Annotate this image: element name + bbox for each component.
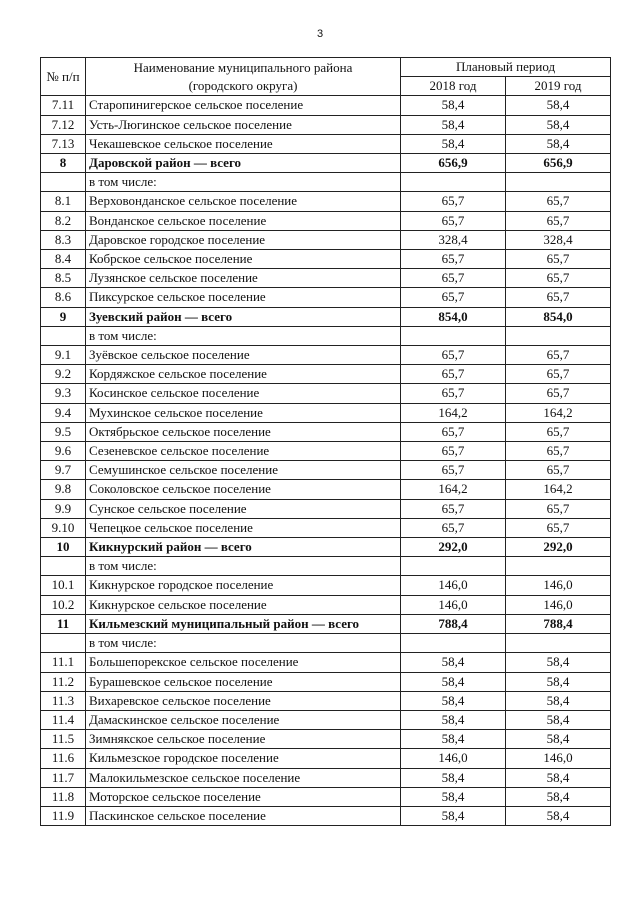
cell-name: Зуёвское сельское поселение: [86, 346, 401, 365]
cell-2019: 65,7: [506, 211, 611, 230]
cell-2018: [401, 634, 506, 653]
cell-2018: [401, 557, 506, 576]
table-row: [41, 806, 611, 825]
cell-name: Малокильмезское сельское поселение: [86, 768, 401, 787]
cell-name: Моторское сельское поселение: [86, 787, 401, 806]
cell-num: 9.3: [41, 384, 86, 403]
cell-2018: 65,7: [401, 269, 506, 288]
cell-num: 11.3: [41, 691, 86, 710]
cell-2018: [401, 173, 506, 192]
cell-2018: 65,7: [401, 192, 506, 211]
cell-2019: 65,7: [506, 250, 611, 269]
cell-2018: 146,0: [401, 749, 506, 768]
cell-2018: 58,4: [401, 653, 506, 672]
cell-name: Зимнякское сельское поселение: [86, 730, 401, 749]
cell-2018: 58,4: [401, 134, 506, 153]
cell-name: Кикнурское городское поселение: [86, 576, 401, 595]
cell-num: 11.6: [41, 749, 86, 768]
table-body: [41, 96, 611, 826]
cell-num: [41, 557, 86, 576]
cell-2019: 788,4: [506, 614, 611, 633]
table-row: [41, 230, 611, 249]
cell-2018: 65,7: [401, 518, 506, 537]
header-year-2019: 2019 год: [506, 77, 611, 96]
table-row: [41, 691, 611, 710]
table-row: [41, 710, 611, 729]
cell-name: Вонданское сельское поселение: [86, 211, 401, 230]
cell-num: 9.4: [41, 403, 86, 422]
cell-2018: 58,4: [401, 787, 506, 806]
table-row: [41, 384, 611, 403]
cell-num: 8.5: [41, 269, 86, 288]
cell-name: Октябрьское сельское поселение: [86, 422, 401, 441]
cell-num: 11.9: [41, 806, 86, 825]
cell-2018: 146,0: [401, 595, 506, 614]
table-row: [41, 96, 611, 115]
cell-name: Чекашевское сельское поселение: [86, 134, 401, 153]
cell-2019: 65,7: [506, 192, 611, 211]
table-row: [41, 653, 611, 672]
cell-num: [41, 173, 86, 192]
cell-2019: 58,4: [506, 730, 611, 749]
cell-2019: 292,0: [506, 538, 611, 557]
cell-2019: 65,7: [506, 384, 611, 403]
cell-2018: 65,7: [401, 288, 506, 307]
cell-num: 9.6: [41, 442, 86, 461]
cell-2019: 65,7: [506, 365, 611, 384]
cell-name: Мухинское сельское поселение: [86, 403, 401, 422]
cell-2018: 65,7: [401, 499, 506, 518]
cell-2019: 65,7: [506, 269, 611, 288]
cell-2018: 58,4: [401, 768, 506, 787]
cell-2018: 58,4: [401, 730, 506, 749]
cell-name: Даровское городское поселение: [86, 230, 401, 249]
table-row: [41, 422, 611, 441]
table-row: [41, 576, 611, 595]
cell-num: 8.2: [41, 211, 86, 230]
cell-2018: 146,0: [401, 576, 506, 595]
cell-num: [41, 634, 86, 653]
table-row: [41, 346, 611, 365]
table-row: [41, 250, 611, 269]
cell-2018: 656,9: [401, 154, 506, 173]
cell-name: в том числе:: [86, 326, 401, 345]
cell-name: Зуевский район — всего: [86, 307, 401, 326]
cell-name: Кикнурское сельское поселение: [86, 595, 401, 614]
cell-num: 10: [41, 538, 86, 557]
cell-2018: 65,7: [401, 365, 506, 384]
cell-num: 9.8: [41, 480, 86, 499]
cell-2018: 328,4: [401, 230, 506, 249]
table-row: [41, 442, 611, 461]
cell-num: 11.4: [41, 710, 86, 729]
cell-2019: [506, 173, 611, 192]
cell-num: 11.7: [41, 768, 86, 787]
cell-num: 11.1: [41, 653, 86, 672]
cell-2019: 146,0: [506, 749, 611, 768]
cell-num: 8.4: [41, 250, 86, 269]
budget-table: [40, 57, 611, 826]
cell-name: Чепецкое сельское поселение: [86, 518, 401, 537]
cell-name: Усть-Люгинское сельское поселение: [86, 115, 401, 134]
table-row-total: [41, 538, 611, 557]
table-row-total: [41, 307, 611, 326]
cell-2019: 65,7: [506, 288, 611, 307]
table-row: [41, 557, 611, 576]
cell-name: Верховонданское сельское поселение: [86, 192, 401, 211]
cell-2019: 65,7: [506, 346, 611, 365]
table-row: [41, 192, 611, 211]
table-row: [41, 115, 611, 134]
table-row: [41, 288, 611, 307]
cell-2019: 58,4: [506, 787, 611, 806]
cell-num: 9.5: [41, 422, 86, 441]
table-row-total: [41, 154, 611, 173]
cell-num: 10.2: [41, 595, 86, 614]
cell-2019: 58,4: [506, 691, 611, 710]
cell-2018: 65,7: [401, 461, 506, 480]
table-row: [41, 211, 611, 230]
table-row: [41, 173, 611, 192]
table-row: [41, 269, 611, 288]
cell-2018: 65,7: [401, 250, 506, 269]
cell-2018: 292,0: [401, 538, 506, 557]
cell-num: 7.11: [41, 96, 86, 115]
cell-name: Семушинское сельское поселение: [86, 461, 401, 480]
cell-name: Даровской район — всего: [86, 154, 401, 173]
table-row: [41, 787, 611, 806]
cell-num: 11.5: [41, 730, 86, 749]
cell-2018: 854,0: [401, 307, 506, 326]
cell-2018: 164,2: [401, 480, 506, 499]
cell-2018: 58,4: [401, 96, 506, 115]
cell-2019: [506, 326, 611, 345]
table-row: [41, 134, 611, 153]
cell-2019: 656,9: [506, 154, 611, 173]
cell-2019: 58,4: [506, 806, 611, 825]
cell-2018: 65,7: [401, 442, 506, 461]
cell-num: 11.8: [41, 787, 86, 806]
cell-num: 10.1: [41, 576, 86, 595]
cell-num: 9: [41, 307, 86, 326]
header-year-2018: 2018 год: [401, 77, 506, 96]
cell-name: Соколовское сельское поселение: [86, 480, 401, 499]
cell-name: Сунское сельское поселение: [86, 499, 401, 518]
cell-num: 7.13: [41, 134, 86, 153]
cell-2019: 146,0: [506, 595, 611, 614]
cell-2019: 65,7: [506, 461, 611, 480]
table-row: [41, 672, 611, 691]
cell-name: Большепорекское сельское поселение: [86, 653, 401, 672]
cell-name: Пиксурское сельское поселение: [86, 288, 401, 307]
cell-name: Кильмезское городское поселение: [86, 749, 401, 768]
cell-2019: 65,7: [506, 518, 611, 537]
cell-2018: 65,7: [401, 211, 506, 230]
cell-2019: 65,7: [506, 442, 611, 461]
cell-2019: 58,4: [506, 115, 611, 134]
cell-name: Дамаскинское сельское поселение: [86, 710, 401, 729]
cell-2018: 788,4: [401, 614, 506, 633]
header-name-line2: (городского округа): [188, 77, 298, 93]
cell-name: Вихаревское сельское поселение: [86, 691, 401, 710]
cell-num: 8.3: [41, 230, 86, 249]
cell-2019: 65,7: [506, 499, 611, 518]
cell-num: 8: [41, 154, 86, 173]
cell-num: 9.1: [41, 346, 86, 365]
cell-name: Бурашевское сельское поселение: [86, 672, 401, 691]
cell-name: Кильмезский муниципальный район — всего: [86, 614, 401, 633]
table-row: [41, 768, 611, 787]
cell-2018: 65,7: [401, 422, 506, 441]
table-row: [41, 634, 611, 653]
cell-2018: 58,4: [401, 672, 506, 691]
cell-name: в том числе:: [86, 634, 401, 653]
table-row: [41, 480, 611, 499]
cell-2019: 58,4: [506, 768, 611, 787]
cell-2018: [401, 326, 506, 345]
cell-num: 8.1: [41, 192, 86, 211]
header-name-line1: Наименование муниципального района: [133, 59, 353, 75]
cell-2018: 58,4: [401, 115, 506, 134]
cell-2019: 854,0: [506, 307, 611, 326]
cell-name: в том числе:: [86, 557, 401, 576]
cell-name: Кикнурский район — всего: [86, 538, 401, 557]
cell-num: 9.2: [41, 365, 86, 384]
header-period: Плановый период: [401, 58, 611, 77]
cell-2019: 65,7: [506, 422, 611, 441]
header-num: № п/п: [41, 58, 86, 96]
cell-num: 9.9: [41, 499, 86, 518]
cell-num: 7.12: [41, 115, 86, 134]
cell-num: 8.6: [41, 288, 86, 307]
cell-num: 11.2: [41, 672, 86, 691]
cell-2019: 58,4: [506, 134, 611, 153]
header-name: [86, 58, 401, 96]
table-row: [41, 403, 611, 422]
cell-2019: 146,0: [506, 576, 611, 595]
table-row: [41, 365, 611, 384]
cell-2019: 164,2: [506, 403, 611, 422]
cell-num: [41, 326, 86, 345]
table-row: [41, 730, 611, 749]
cell-2018: 58,4: [401, 710, 506, 729]
table-row: [41, 595, 611, 614]
cell-2019: 58,4: [506, 96, 611, 115]
cell-2019: 58,4: [506, 653, 611, 672]
cell-num: 9.7: [41, 461, 86, 480]
cell-2019: 58,4: [506, 710, 611, 729]
cell-name: Кордяжское сельское поселение: [86, 365, 401, 384]
table-row-total: [41, 614, 611, 633]
table-header: [41, 58, 611, 96]
cell-name: в том числе:: [86, 173, 401, 192]
table-row: [41, 518, 611, 537]
cell-2019: 328,4: [506, 230, 611, 249]
cell-name: Кобрское сельское поселение: [86, 250, 401, 269]
cell-2019: 164,2: [506, 480, 611, 499]
table-row: [41, 326, 611, 345]
cell-name: Паскинское сельское поселение: [86, 806, 401, 825]
cell-2019: [506, 557, 611, 576]
cell-2018: 65,7: [401, 384, 506, 403]
cell-name: Косинское сельское поселение: [86, 384, 401, 403]
cell-name: Сезеневское сельское поселение: [86, 442, 401, 461]
page-number: 3: [316, 28, 324, 40]
cell-2018: 164,2: [401, 403, 506, 422]
cell-num: 11: [41, 614, 86, 633]
cell-2018: 65,7: [401, 346, 506, 365]
table-row: [41, 499, 611, 518]
cell-2019: [506, 634, 611, 653]
cell-2019: 58,4: [506, 672, 611, 691]
table-row: [41, 749, 611, 768]
cell-num: 9.10: [41, 518, 86, 537]
cell-name: Старопинигерское сельское поселение: [86, 96, 401, 115]
table-row: [41, 461, 611, 480]
cell-2018: 58,4: [401, 806, 506, 825]
cell-2018: 58,4: [401, 691, 506, 710]
cell-name: Лузянское сельское поселение: [86, 269, 401, 288]
